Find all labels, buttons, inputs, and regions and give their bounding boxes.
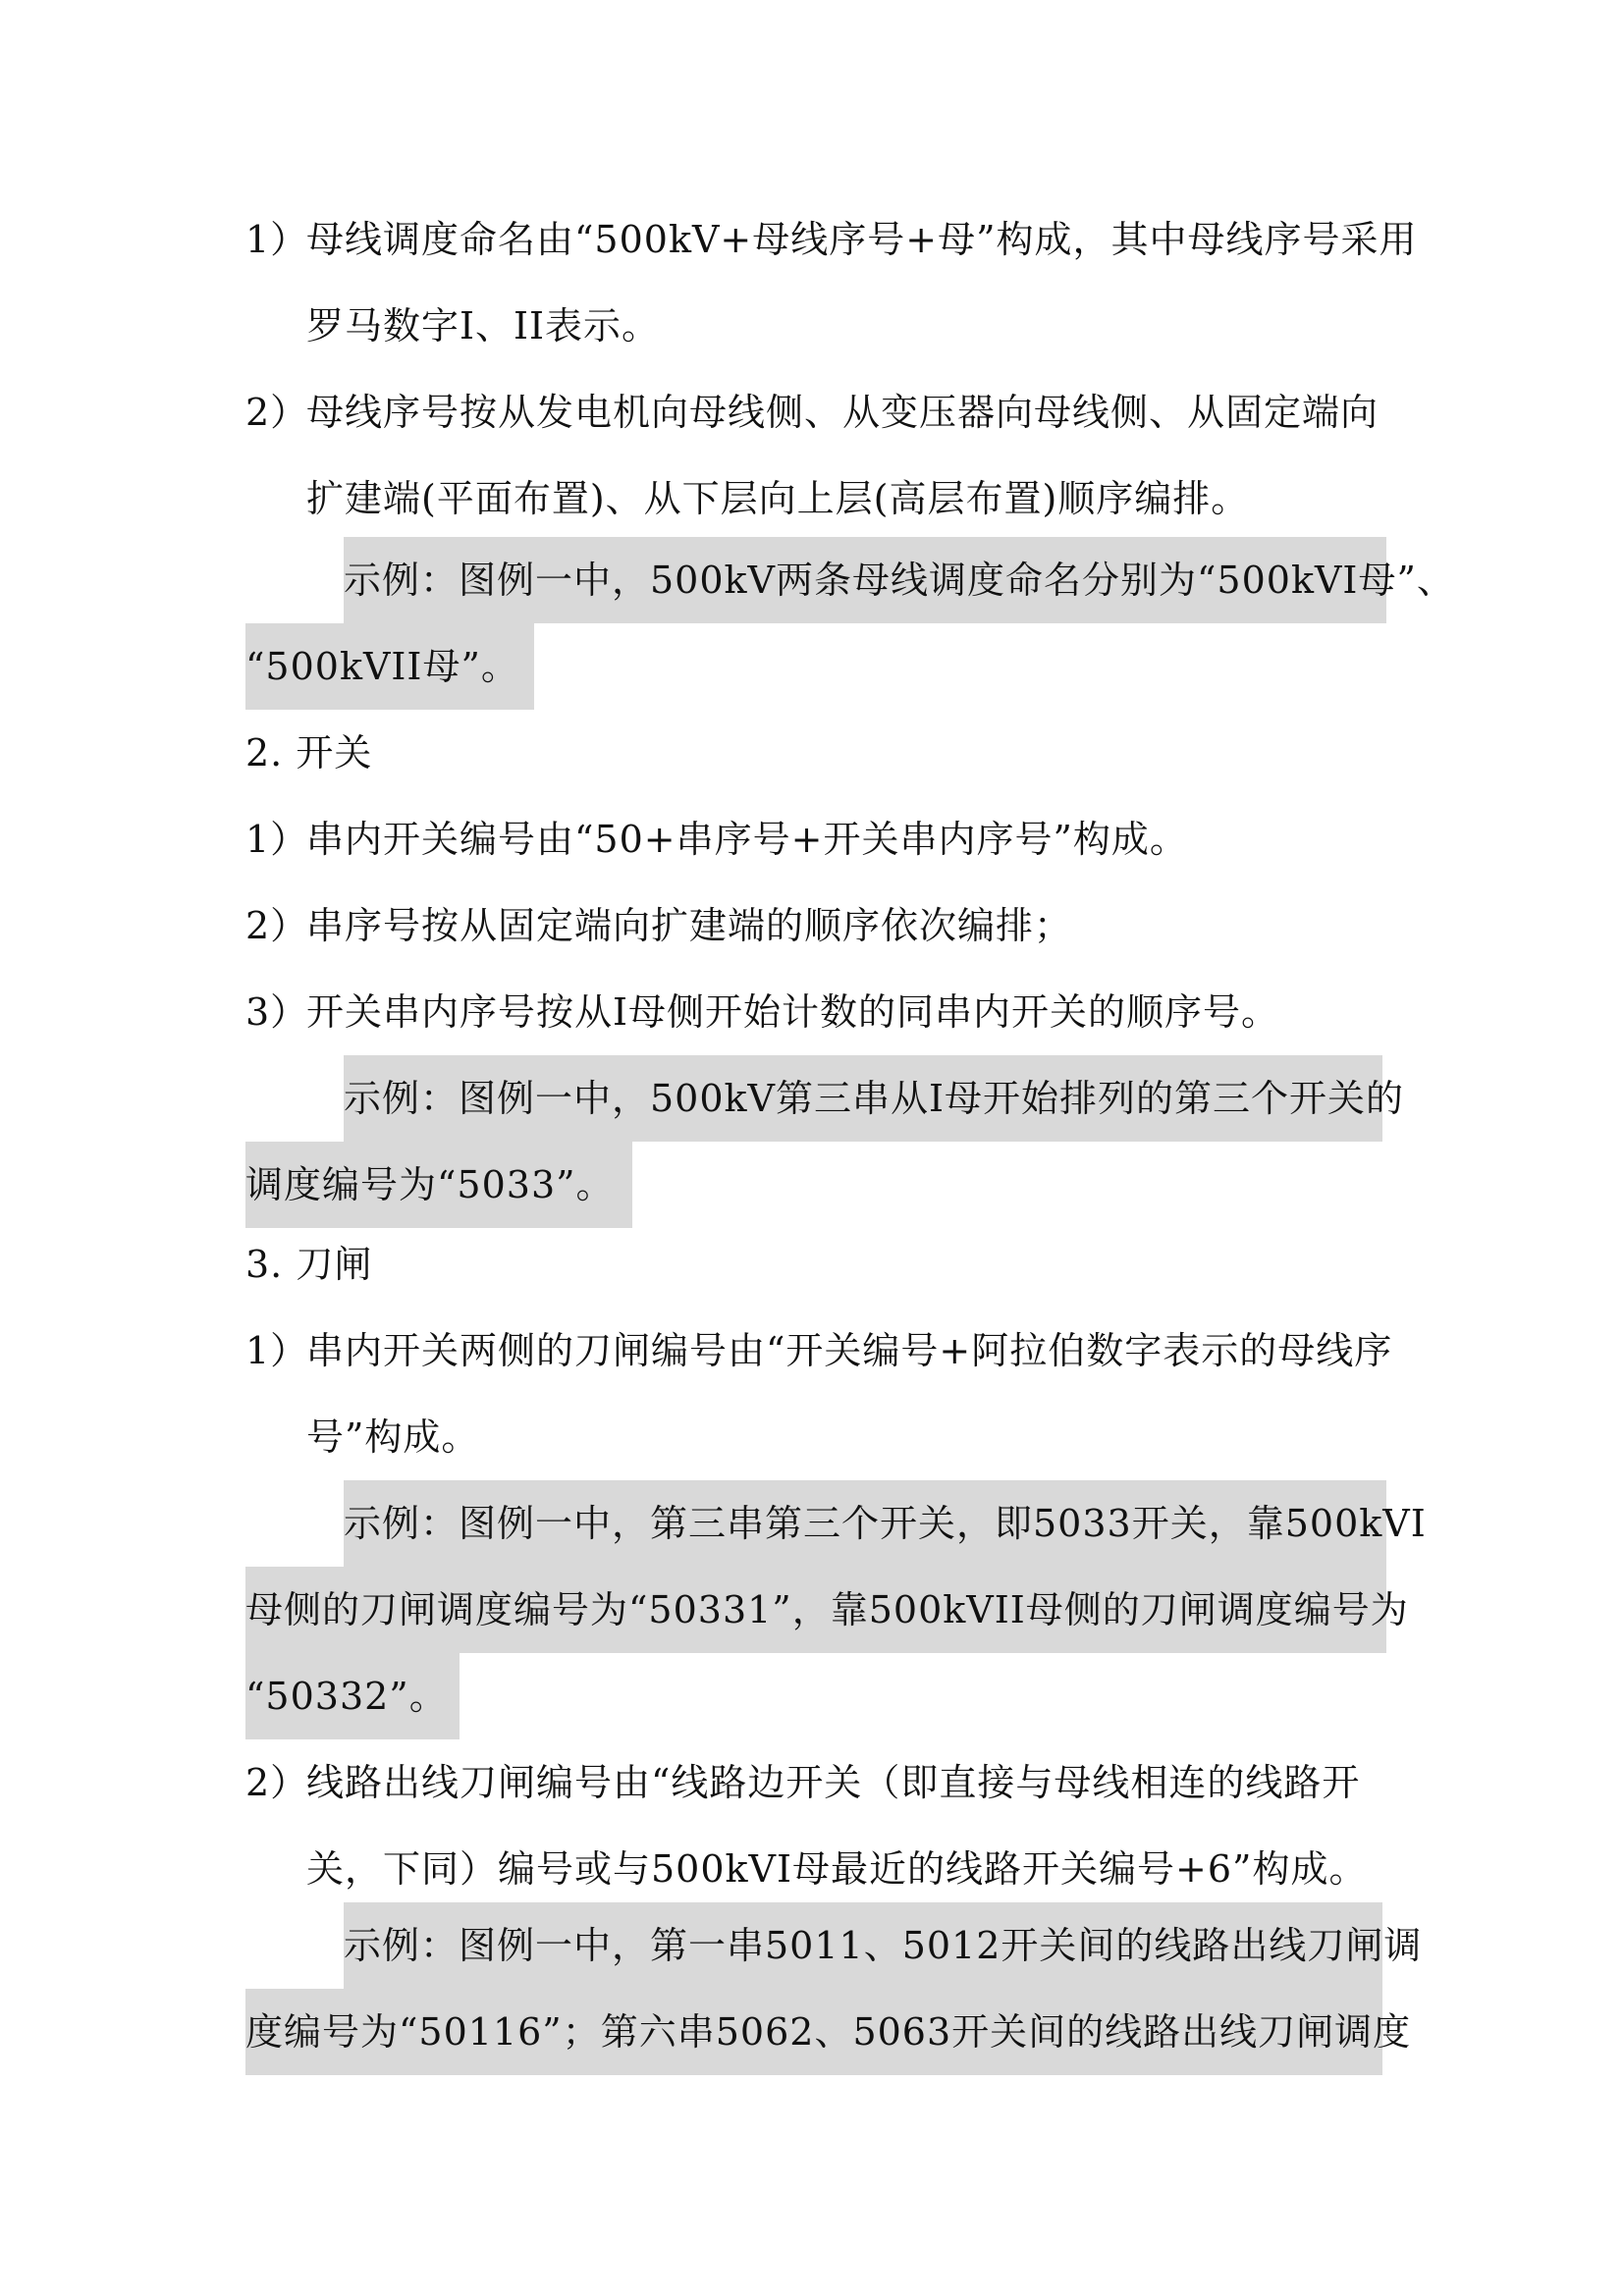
list-number: 1）	[245, 218, 309, 261]
list-number: 1）	[245, 818, 309, 861]
example-3-line-3: “50332”。	[245, 1675, 448, 1718]
list-item-bus-naming	[245, 196, 1418, 283]
list-text: 母线序号按从发电机向母线侧、从变压器向母线侧、从固定端向	[306, 391, 1380, 434]
section-heading-disconnector: 3. 刀闸	[245, 1243, 373, 1286]
list-item-in-string-ordering	[245, 969, 1279, 1055]
list-number: 2）	[245, 391, 309, 434]
list-text: 线路出线刀闸编号由“线路边开关（即直接与母线相连的线路开	[306, 1761, 1361, 1804]
list-item-disconnector-numbering-cont: 号”构成。	[306, 1415, 480, 1459]
list-text: 开关串内序号按从I母侧开始计数的同串内开关的顺序号。	[306, 990, 1280, 1034]
example-3-line-2: 母侧的刀闸调度编号为“50331”，靠500kVII母侧的刀闸调度编号为	[245, 1588, 1409, 1631]
example-1-line-2: “500kVII母”。	[245, 645, 519, 688]
example-2-line-1: 示例：图例一中，500kV第三串从I母开始排列的第三个开关的	[344, 1077, 1405, 1120]
example-4-line-2: 度编号为“50116”；第六串5062、5063开关间的线路出线刀闸调度	[245, 2010, 1412, 2054]
list-item-bus-ordering	[245, 369, 1379, 455]
list-item-bus-naming-cont: 罗马数字I、II表示。	[306, 304, 661, 347]
example-3-line-1: 示例：图例一中，第三串第三个开关，即5033开关，靠500kVI	[344, 1502, 1427, 1545]
list-item-disconnector-numbering	[245, 1308, 1392, 1394]
list-number: 3）	[245, 990, 309, 1034]
list-item-bus-ordering-cont: 扩建端(平面布置)、从下层向上层(高层布置)顺序编排。	[306, 477, 1250, 520]
list-item-line-disconnector	[245, 1739, 1360, 1826]
list-item-line-disconnector-cont: 关，下同）编号或与500kVI母最近的线路开关编号+6”构成。	[306, 1847, 1368, 1891]
list-number: 2）	[245, 904, 309, 947]
list-text: 串序号按从固定端向扩建端的顺序依次编排；	[306, 904, 1073, 947]
example-2-line-2: 调度编号为“5033”。	[245, 1163, 615, 1206]
example-1-line-1: 示例：图例一中，500kV两条母线调度命名分别为“500kVI母”、	[344, 559, 1455, 602]
list-number: 2）	[245, 1761, 309, 1804]
list-text: 串内开关两侧的刀闸编号由“开关编号+阿拉伯数字表示的母线序	[306, 1329, 1393, 1372]
list-item-switch-numbering	[245, 796, 1188, 882]
example-4-line-1: 示例：图例一中，第一串5011、5012开关间的线路出线刀闸调	[344, 1924, 1423, 1967]
list-text: 串内开关编号由“50+串序号+开关串内序号”构成。	[306, 818, 1188, 861]
section-heading-switch: 2. 开关	[245, 731, 373, 774]
list-number: 1）	[245, 1329, 309, 1372]
list-item-string-ordering	[245, 882, 1072, 969]
list-text: 母线调度命名由“500kV+母线序号+母”构成，其中母线序号采用	[306, 218, 1418, 261]
